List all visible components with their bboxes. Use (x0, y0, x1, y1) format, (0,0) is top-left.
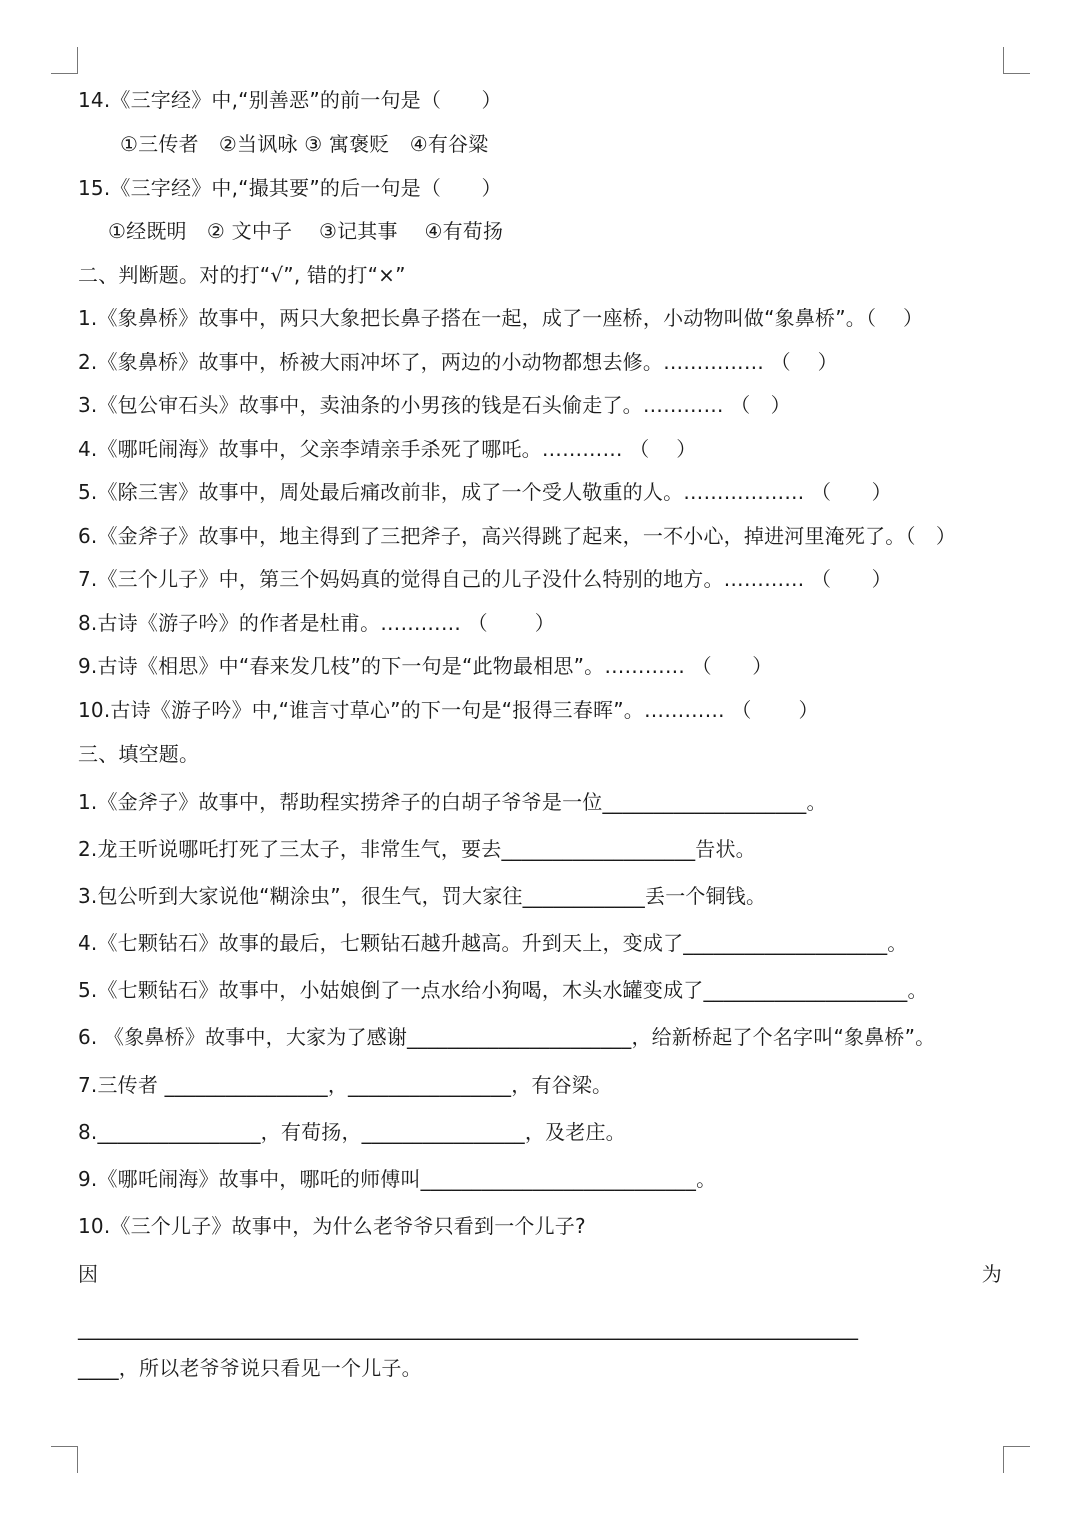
crop-mark-top-left (51, 47, 78, 74)
judge-item-7: 7.《三个儿子》中，第三个妈妈真的觉得自己的儿子没什么特别的地方。………… （ ） (78, 567, 892, 591)
question-15: 15.《三字经》中,“撮其要”的后一句是（ ） (78, 176, 502, 200)
fill-heading: 三、填空题。 (78, 742, 200, 766)
fill-item-6: 6. 《象鼻桥》故事中，大家为了感谢______________________，给新桥起了个名字叫“象鼻桥”。 (78, 1025, 936, 1049)
judge-item-3: 3.《包公审石头》故事中，卖油条的小男孩的钱是石头偷走了。………… （ ） (78, 393, 791, 417)
judge-item-9: 9.古诗《相思》中“春来发几枝”的下一句是“此物最相思”。………… （ ） (78, 654, 773, 678)
fill-item-3: 3.包公听到大家说他“糊涂虫”，很生气，罚大家往____________丢一个铜钱。 (78, 884, 767, 908)
fill-item-5: 5.《七颗钻石》故事中，小姑娘倒了一点水给小狗喝，木头水罐变成了____________________。 (78, 978, 928, 1002)
fill-item-10: 10.《三个儿子》故事中，为什么老爷爷只看到一个儿子? (78, 1214, 586, 1238)
fill-item-2: 2.龙王听说哪吒打死了三太子，非常生气，要去___________________告状。 (78, 837, 756, 861)
question-14-options: ①三传者 ②当讽咏 ③ 寓褒贬 ④有谷粱 (120, 132, 489, 156)
crop-mark-top-right (1003, 47, 1030, 74)
answer-ending: ____，所以老爷爷说只看见一个儿子。 (78, 1356, 422, 1380)
judge-item-1: 1.《象鼻桥》故事中，两只大象把长鼻子搭在一起，成了一座桥，小动物叫做“象鼻桥”。（ ） (78, 306, 924, 330)
answer-start-word: 因 (78, 1262, 99, 1286)
judge-item-2: 2.《象鼻桥》故事中，桥被大雨冲坏了，两边的小动物都想去修。…………… （ ） (78, 350, 838, 374)
judge-item-6: 6.《金斧子》故事中，地主得到了三把斧子，高兴得跳了起来，一不小心，掉进河里淹死了。（ ） (78, 524, 957, 548)
judge-heading: 二、判断题。对的打“√”, 错的打“×” (78, 263, 406, 287)
fill-item-4: 4.《七颗钻石》故事的最后，七颗钻石越升越高。升到天上，变成了____________________。 (78, 931, 908, 955)
question-14: 14.《三字经》中,“别善恶”的前一句是（ ） (78, 88, 502, 112)
answer-blank-line: ______________________________________________________________________________ (78, 1316, 858, 1340)
crop-mark-bottom-left (51, 1446, 78, 1473)
fill-item-8: 8.________________，有荀扬，________________，及老庄。 (78, 1120, 626, 1144)
fill-item-1: 1.《金斧子》故事中，帮助程实捞斧子的白胡子爷爷是一位____________________。 (78, 790, 827, 814)
judge-item-5: 5.《除三害》故事中，周处最后痛改前非，成了一个受人敬重的人。……………… （ ） (78, 480, 892, 504)
question-15-options: ①经既明 ② 文中子 ③记其事 ④有荀扬 (108, 219, 504, 243)
fill-item-7: 7.三传者 ________________，________________，有谷梁。 (78, 1073, 613, 1097)
fill-item-9: 9.《哪吒闹海》故事中，哪吒的师傅叫___________________________。 (78, 1167, 717, 1191)
crop-mark-bottom-right (1003, 1446, 1030, 1473)
judge-item-8: 8.古诗《游子吟》的作者是杜甫。………… （ ） (78, 611, 555, 635)
judge-item-4: 4.《哪吒闹海》故事中，父亲李靖亲手杀死了哪吒。………… （ ） (78, 437, 697, 461)
judge-item-10: 10.古诗《游子吟》中,“谁言寸草心”的下一句是“报得三春晖”。………… （ ） (78, 698, 819, 722)
answer-word-right: 为 (981, 1262, 1002, 1286)
